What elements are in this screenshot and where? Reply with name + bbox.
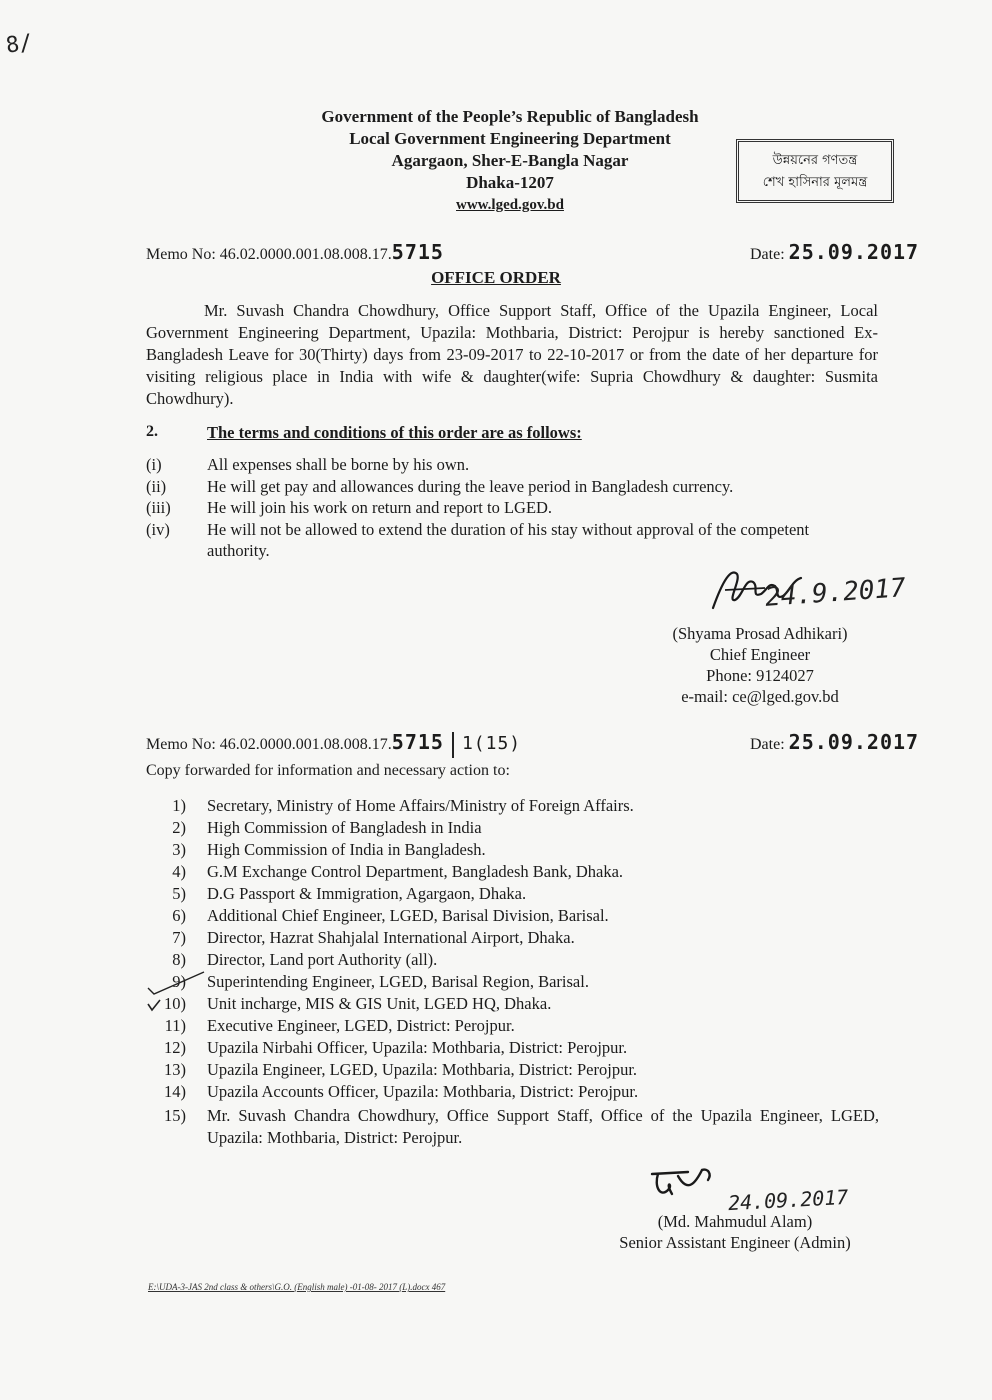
copy-forwarded-line: Copy forwarded for information and necessary action to: <box>146 762 510 779</box>
distribution-text: Additional Chief Engineer, LGED, Barisal Division, Barisal. <box>207 906 609 925</box>
term-item <box>146 476 876 497</box>
distribution-text: Secretary, Ministry of Home Affairs/Ministry of Foreign Affairs. <box>207 796 634 815</box>
distribution-number: 12) <box>164 1038 186 1057</box>
chief-engineer-block <box>640 623 880 707</box>
distribution-text: Director, Land port Authority (all). <box>207 950 438 969</box>
distribution-item <box>146 883 881 905</box>
bangla-slogan-line1: উন্নয়নের গণতন্ত্র <box>772 153 858 168</box>
distribution-text: Upazila Accounts Officer, Upazila: Mothbaria, District: Perojpur. <box>207 1082 639 1101</box>
distribution-number: 6) <box>172 906 186 925</box>
signatory-name: (Shyama Prosad Adhikari) <box>672 624 848 643</box>
memo-handwritten-number: 5715 <box>391 730 444 754</box>
signatory-email: e-mail: ce@lged.gov.bd <box>681 687 839 706</box>
distribution-text: Upazila Engineer, LGED, Upazila: Mothbaria, District: Perojpur. <box>207 1060 638 1079</box>
memo-copy-count: 1(15) <box>461 733 522 754</box>
term-item <box>146 497 876 518</box>
term-number: (ii) <box>146 477 167 496</box>
memo-handwritten-number: 5715 <box>391 240 444 264</box>
letterhead-city: Dhaka-1207 <box>466 173 554 192</box>
letterhead-government: Government of the People’s Republic of Bangladesh <box>321 107 699 126</box>
memo-number-2 <box>146 730 521 758</box>
distribution-item <box>146 839 881 861</box>
distribution-number: 14) <box>164 1082 186 1101</box>
date-handwritten-value: 25.09.2017 <box>788 730 920 754</box>
section-heading: The terms and conditions of this order are as follows: <box>207 423 582 442</box>
section-number: 2. <box>146 423 158 440</box>
term-item <box>146 519 876 561</box>
distribution-text: Executive Engineer, LGED, District: Perojpur. <box>207 1016 515 1035</box>
term-text: All expenses shall be borne by his own. <box>207 455 470 474</box>
bangla-slogan-line2: শেখ হাসিনার মূলমন্ত্র <box>762 175 868 190</box>
memo-divider <box>452 732 454 758</box>
file-path-footer: E:\UDA-3-JAS 2nd class & others\G.O. (English male) -01-08- 2017 (L).docx 467 <box>148 1282 446 1292</box>
distribution-number: 13) <box>164 1060 186 1079</box>
handwritten-corner-note: 8/ <box>4 30 35 59</box>
distribution-item <box>146 1059 881 1081</box>
distribution-number: 1) <box>172 796 186 815</box>
term-text: He will not be allowed to extend the duration of his stay without approval of the competent authority. <box>207 520 810 560</box>
signatory-designation: Senior Assistant Engineer (Admin) <box>619 1233 851 1252</box>
distribution-number: 8) <box>172 950 186 969</box>
distribution-text: Director, Hazrat Shahjalal International Airport, Dhaka. <box>207 928 575 947</box>
distribution-text: Mr. Suvash Chandra Chowdhury, Office Support Staff, Office of the Upazila Engineer, LGED, Upazila: Mothbaria, District: Perojpur. <box>207 1106 879 1147</box>
letterhead-address: Agargaon, Sher-E-Bangla Nagar <box>391 151 629 170</box>
distribution-number: 7) <box>172 928 186 947</box>
letterhead <box>230 106 790 216</box>
distribution-text: D.G Passport & Immigration, Agargaon, Dhaka. <box>207 884 527 903</box>
distribution-number: 5) <box>172 884 186 903</box>
distribution-text: High Commission of Bangladesh in India <box>207 818 482 837</box>
signatory-name: (Md. Mahmudul Alam) <box>657 1212 813 1231</box>
distribution-item <box>146 905 881 927</box>
signatory-phone: Phone: 9124027 <box>706 666 814 685</box>
term-text: He will get pay and allowances during the leave period in Bangladesh currency. <box>207 477 734 496</box>
distribution-number: 10) <box>164 994 186 1013</box>
distribution-item <box>146 1081 881 1103</box>
letterhead-website[interactable]: www.lged.gov.bd <box>456 197 564 213</box>
distribution-item <box>146 1105 881 1149</box>
senior-engineer-signature <box>648 1164 728 1206</box>
distribution-text: High Commission of India in Bangladesh. <box>207 840 486 859</box>
memo-label: Memo No: 46.02.0000.001.08.008.17. <box>146 246 392 263</box>
distribution-item <box>146 1015 881 1037</box>
distribution-item <box>146 861 881 883</box>
distribution-text: Unit incharge, MIS & GIS Unit, LGED HQ, Dhaka. <box>207 994 552 1013</box>
memo-date-1 <box>750 240 919 264</box>
bangla-slogan-box <box>736 139 894 203</box>
memo-label: Memo No: 46.02.0000.001.08.008.17. <box>146 736 392 753</box>
distribution-text: Upazila Nirbahi Officer, Upazila: Mothbaria, District: Perojpur. <box>207 1038 628 1057</box>
term-number: (i) <box>146 455 162 474</box>
distribution-item <box>146 817 881 839</box>
distribution-number: 2) <box>172 818 186 837</box>
distribution-number: 15) <box>164 1106 186 1125</box>
distribution-number: 3) <box>172 840 186 859</box>
date-label: Date: <box>750 736 785 753</box>
distribution-number: 11) <box>164 1016 186 1035</box>
distribution-text: G.M Exchange Control Department, Bangladesh Bank, Dhaka. <box>207 862 624 881</box>
term-number: (iii) <box>146 498 171 517</box>
distribution-number: 9) <box>172 972 186 991</box>
term-item <box>146 454 876 475</box>
letterhead-department: Local Government Engineering Department <box>349 129 671 148</box>
term-text: He will join his work on return and report to LGED. <box>207 498 553 517</box>
distribution-item <box>146 795 881 817</box>
term-number: (iv) <box>146 520 170 539</box>
memo-number-1 <box>146 240 444 264</box>
distribution-item <box>146 927 881 949</box>
distribution-text: Superintending Engineer, LGED, Barisal Region, Barisal. <box>207 972 589 991</box>
distribution-item <box>146 1037 881 1059</box>
signatory-designation: Chief Engineer <box>709 645 811 664</box>
date-label: Date: <box>750 246 785 263</box>
senior-engineer-block <box>590 1211 880 1253</box>
chief-engineer-signature-date: 24.9.2017 <box>764 573 907 613</box>
order-paragraph: Mr. Suvash Chandra Chowdhury, Office Support Staff, Office of the Upazila Engineer, Local Government Engineering Department, Upazila: Mothbaria, District: Perojpur is hereby sanctioned Ex-Bangladesh Leave for 30(Thirty) days from 23-09-2017 to 22-10-2017 or from the date of her departure for visiting religious place in India with wife & daughter(wife: Supria Chowdhury & daughter: Susmita Chowdhury). <box>146 301 878 408</box>
distribution-number: 4) <box>172 862 186 881</box>
document-title: OFFICE ORDER <box>431 268 561 287</box>
memo-date-2 <box>750 730 919 754</box>
handwritten-tick-marks <box>146 962 266 1014</box>
date-handwritten-value: 25.09.2017 <box>788 240 920 264</box>
senior-engineer-signature-date: 24.09.2017 <box>727 1184 849 1216</box>
